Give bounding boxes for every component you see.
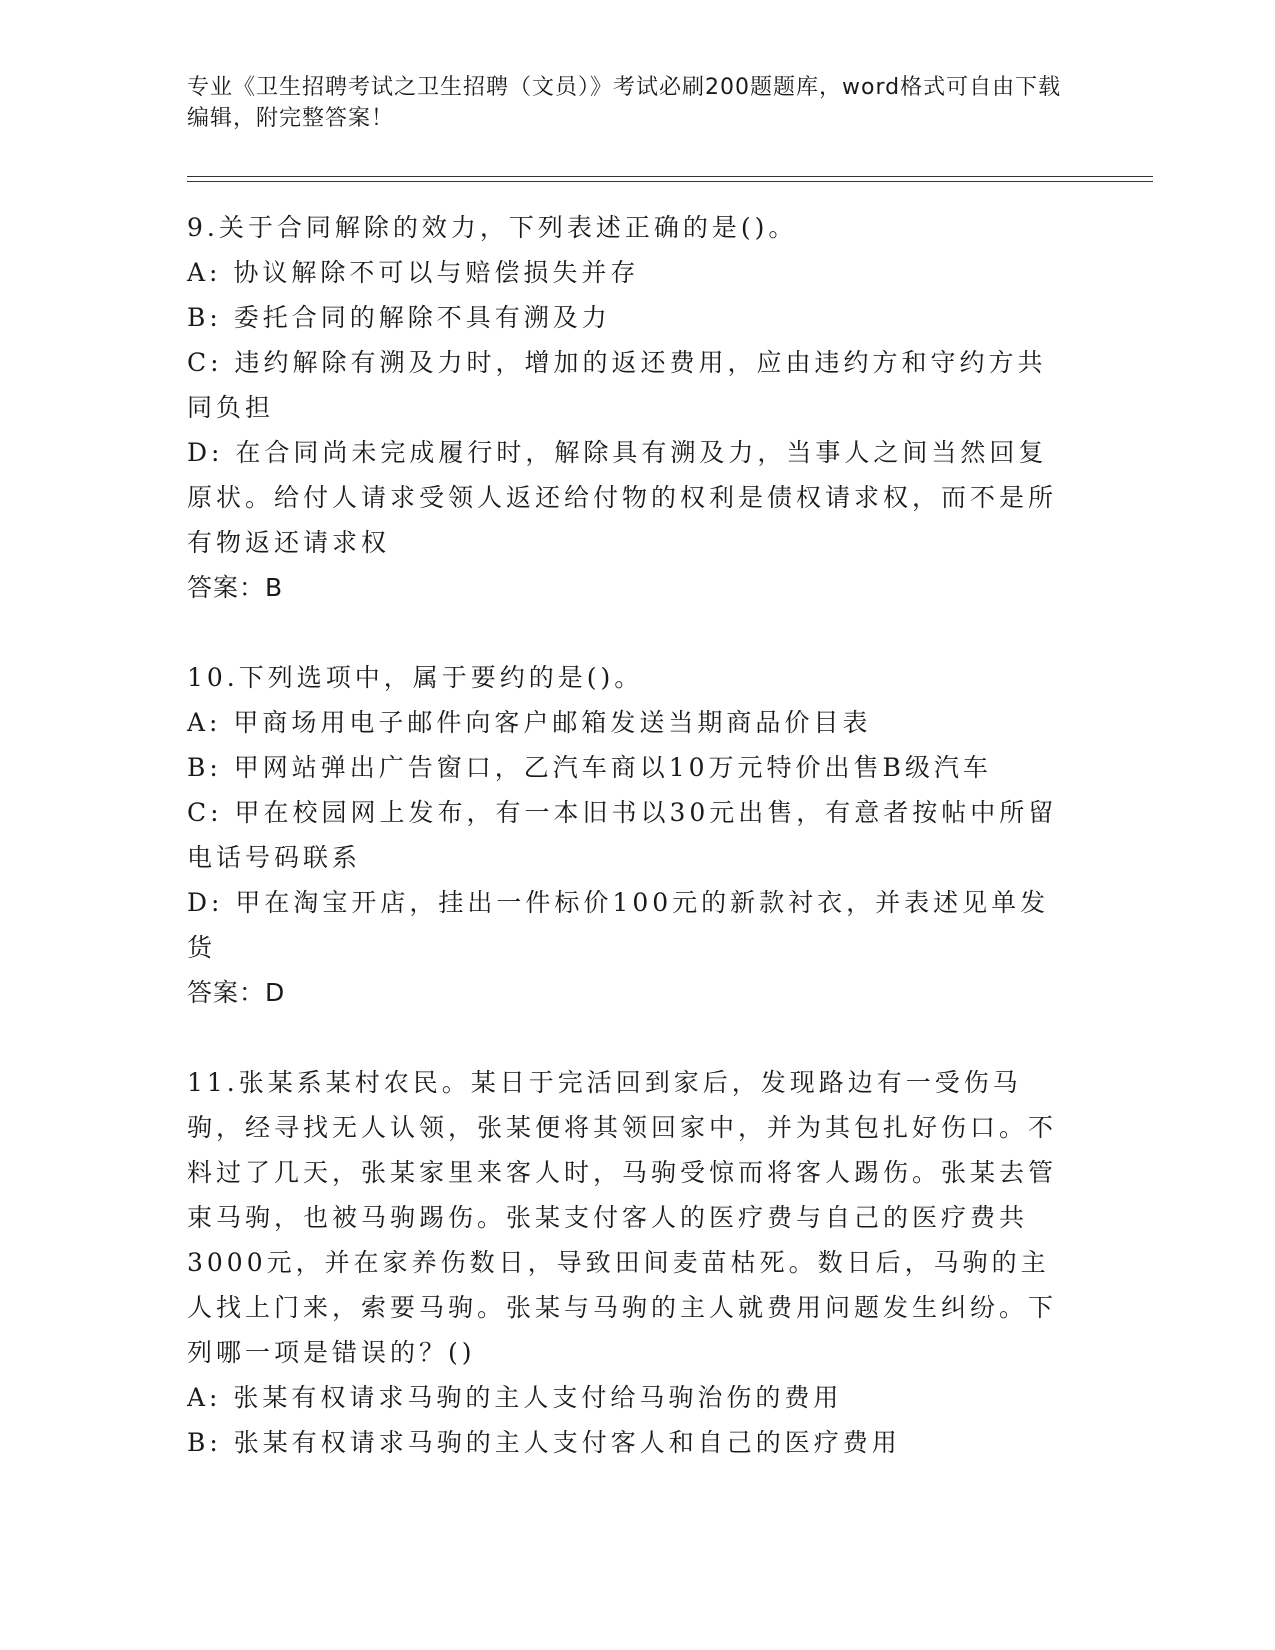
option-b: B: 委托合同的解除不具有溯及力 [187, 303, 611, 332]
answer-line: 答案：D [187, 978, 286, 1007]
option-b: B: 甲网站弹出广告窗口，乙汽车商以10万元特价出售B级汽车 [187, 753, 992, 782]
document-header: 专业《卫生招聘考试之卫生招聘（文员）》考试必刷200题题库，word格式可自由下载编辑，附完整答案！ [187, 75, 1062, 131]
question-item [187, 1060, 1067, 1465]
question-list [187, 205, 1067, 1510]
option-a: A: 协议解除不可以与赔偿损失并存 [187, 258, 640, 287]
question-stem: 10.下列选项中，属于要约的是()。 [187, 663, 644, 692]
question-item [187, 655, 1067, 1015]
option-c: C: 违约解除有溯及力时，增加的返还费用，应由违约方和守约方共同负担 [187, 348, 1047, 422]
answer-line: 答案：B [187, 573, 284, 602]
option-b: B: 张某有权请求马驹的主人支付客人和自己的医疗费用 [187, 1428, 901, 1457]
question-stem: 11.张某系某村农民。某日于完活回到家后，发现路边有一受伤马驹，经寻找无人认领，张某便将其领回家中，并为其包扎好伤口。不料过了几天，张某家里来客人时，马驹受惊而将客人踢伤。张某去管束马驹，也被马驹踢伤。张某支付客人的医疗费与自己的医疗费共3000元，并在家养伤数日，导致田间麦苗枯死。数日后，马驹的主人找上门来，索要马驹。张某与马驹的主人就费用问题发生纠纷。下列哪一项是错误的？() [187, 1068, 1058, 1367]
header-divider [187, 176, 1153, 182]
option-c: C: 甲在校园网上发布，有一本旧书以30元出售，有意者按帖中所留电话号码联系 [187, 798, 1058, 872]
option-d: D: 甲在淘宝开店，挂出一件标价100元的新款衬衣，并表述见单发货 [187, 888, 1050, 962]
question-item [187, 205, 1067, 610]
option-a: A: 甲商场用电子邮件向客户邮箱发送当期商品价目表 [187, 708, 872, 737]
question-stem: 9.关于合同解除的效力，下列表述正确的是()。 [187, 213, 798, 242]
option-d: D: 在合同尚未完成履行时，解除具有溯及力，当事人之间当然回复原状。给付人请求受领人返还给付物的权利是债权请求权，而不是所有物返还请求权 [187, 438, 1058, 557]
option-a: A: 张某有权请求马驹的主人支付给马驹治伤的费用 [187, 1383, 843, 1412]
